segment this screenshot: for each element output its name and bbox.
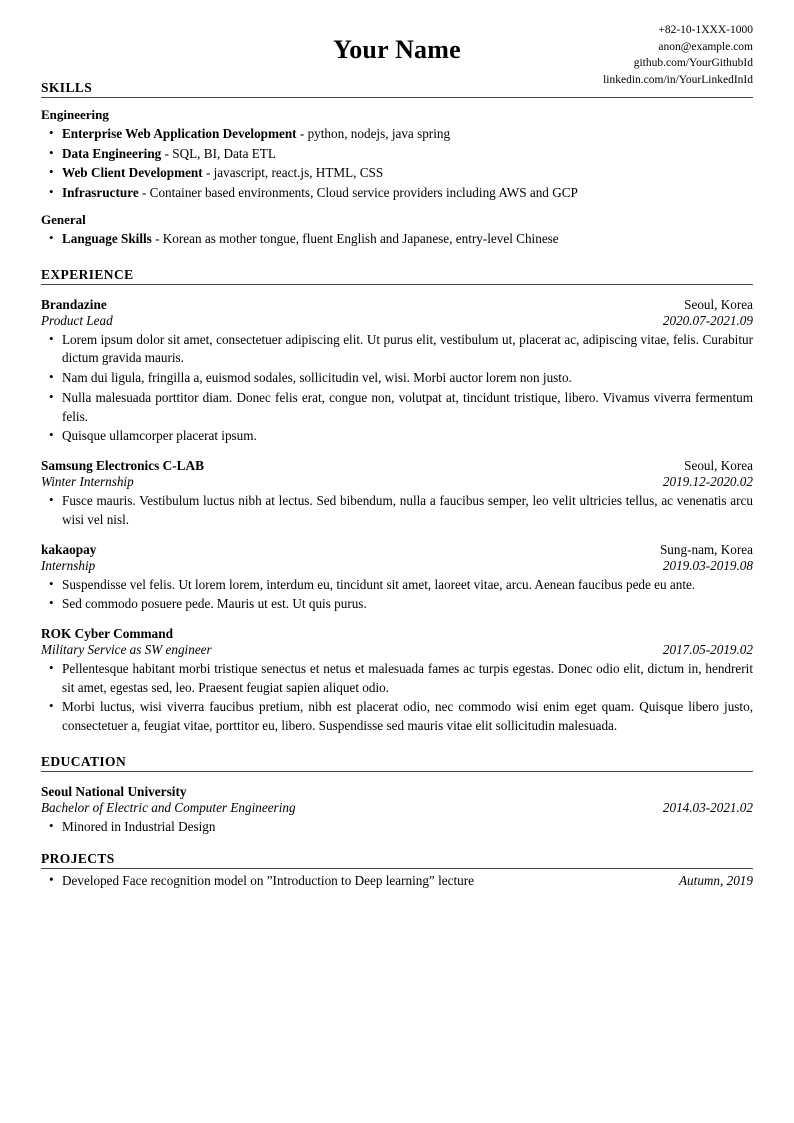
skill-detail: - javascript, react.js, HTML, CSS	[202, 165, 384, 181]
skill-label: Infrasructure	[62, 185, 139, 201]
job-dates: 2020.07-2021.09	[662, 312, 753, 328]
entry-subheader	[41, 558, 753, 574]
employer-location: Seoul, Korea	[684, 458, 753, 474]
section-title-projects: PROJECTS	[41, 850, 115, 866]
job-title: Internship	[41, 557, 96, 573]
contact-linkedin: linkedin.com/in/YourLinkedInId	[603, 74, 753, 87]
skill-label: Web Client Development	[62, 165, 203, 181]
job-bullets	[41, 576, 753, 614]
divider	[41, 771, 753, 772]
list-item: • Suspendisse vel felis. Ut lorem lorem, interdum eu, tincidunt sit amet, laoreet vitae, arcu. Aenean faucibus pede eu ante.	[41, 576, 753, 595]
employer-name: Samsung Electronics C-LAB	[41, 458, 205, 474]
list-item: • Nam dui ligula, fringilla a, euismod sodales, sollicitudin vel, wisi. Morbi auctor lorem non justo.	[41, 369, 753, 388]
section-title-education: EDUCATION	[41, 753, 127, 769]
job-title: Military Service as SW engineer	[41, 642, 212, 658]
entry-subheader	[41, 642, 753, 658]
job-bullets	[41, 492, 753, 529]
entry-header	[41, 626, 753, 642]
employer-location: Sung-nam, Korea	[659, 541, 753, 557]
contact-block	[603, 22, 753, 89]
list-item: • Morbi luctus, wisi viverra faucibus pretium, nibh est placerat odio, nec commodo wisi enim eget quam. Quisque libero justo, consectetuer a, feugiat vitae, porttitor eu, libero. Suspendisse sed mauris vitae elit sollicitudin malesuada.	[41, 698, 753, 735]
entry-header	[41, 542, 753, 558]
job-dates: 2019.03-2019.08	[662, 557, 753, 573]
list-item	[41, 125, 753, 144]
section-education	[41, 754, 753, 837]
list-item	[41, 145, 753, 164]
skills-engineering-list	[41, 125, 753, 203]
job-dates: 2019.12-2020.02	[662, 474, 753, 490]
section-title-experience: EXPERIENCE	[41, 266, 134, 282]
contact-email: anon@example.com	[658, 40, 753, 53]
employer-name: kakaopay	[41, 541, 97, 557]
skills-group-title-engineering: Engineering	[41, 107, 109, 122]
divider	[41, 97, 753, 98]
list-item	[41, 184, 753, 203]
entry-header	[41, 458, 753, 474]
list-item	[41, 164, 753, 183]
entry-header	[41, 784, 753, 800]
skill-label: Data Engineering	[62, 145, 162, 161]
list-item: • Fusce mauris. Vestibulum luctus nibh at lectus. Sed bibendum, nulla a faucibus semper, leo velit ultricies tellus, ac venenatis arcu wisi vel nisl.	[41, 492, 753, 529]
skill-label: Enterprise Web Application Development	[62, 126, 297, 141]
list-item: • Lorem ipsum dolor sit amet, consectetuer adipiscing elit. Ut purus elit, vestibulum ut, placerat ac, adipiscing vitae, felis. Curabitur dictum gravida mauris.	[41, 331, 753, 368]
entry-subheader	[41, 474, 753, 490]
section-skills	[41, 80, 753, 249]
degree-dates: 2014.03-2021.02	[662, 799, 753, 815]
experience-entry	[41, 297, 753, 446]
job-title: Winter Internship	[41, 474, 134, 490]
school-name: Seoul National University	[41, 783, 187, 799]
contact-github: github.com/YourGithubId	[633, 57, 753, 70]
resume-header	[41, 22, 753, 87]
skill-detail: - Korean as mother tongue, fluent English and Japanese, entry-level Chinese	[151, 230, 559, 246]
list-item	[41, 230, 753, 249]
skills-group-title-general: General	[41, 211, 86, 227]
job-title: Product Lead	[41, 312, 113, 328]
job-bullets	[41, 331, 753, 446]
section-title-skills: SKILLS	[41, 80, 93, 95]
list-item: • Nulla malesuada porttitor diam. Donec felis erat, congue non, volutpat at, tincidunt tristique, libero. Vivamus viverra fermentum felis.	[41, 389, 753, 426]
page-title: Your Name	[333, 35, 461, 64]
section-projects	[41, 851, 753, 889]
project-title: • Developed Face recognition model on ”Introduction to Deep learning” lecture	[62, 872, 474, 888]
employer-name: ROK Cyber Command	[41, 626, 173, 642]
list-item: • Pellentesque habitant morbi tristique senectus et netus et malesuada fames ac turpis egestas. Donec odio elit, dictum in, hendrerit sit amet, egestas sed, leo. Praesent feugiat sapien aliquet odio.	[41, 660, 753, 697]
skill-detail: - python, nodejs, java spring	[296, 126, 451, 141]
contact-phone: +82-10-1XXX-1000	[658, 24, 753, 36]
degree-name: Bachelor of Electric and Computer Engineering	[41, 799, 296, 815]
list-item: • Minored in Industrial Design	[41, 818, 753, 837]
experience-entry	[41, 458, 753, 529]
list-item: • Sed commodo posuere pede. Mauris ut est. Ut quis purus.	[41, 595, 753, 614]
entry-header	[41, 297, 753, 313]
entry-subheader	[41, 800, 753, 816]
skill-label: Language Skills	[62, 230, 152, 246]
divider	[41, 284, 753, 285]
entry-subheader	[41, 313, 753, 329]
job-bullets	[41, 660, 753, 736]
experience-entry	[41, 626, 753, 736]
divider	[41, 868, 753, 869]
section-experience	[41, 267, 753, 736]
job-dates: 2017.05-2019.02	[662, 642, 753, 658]
education-entry	[41, 784, 753, 837]
employer-name: Brandazine	[41, 296, 107, 312]
skill-detail: - Container based environments, Cloud service providers including AWS and GCP	[138, 185, 578, 201]
project-date: Autumn, 2019	[679, 872, 753, 888]
education-bullets	[41, 818, 753, 837]
employer-location: Seoul, Korea	[684, 296, 753, 312]
list-item: • Quisque ullamcorper placerat ipsum.	[41, 427, 753, 446]
skills-general-list	[41, 230, 753, 249]
skill-detail: - SQL, BI, Data ETL	[161, 145, 276, 161]
project-item	[41, 873, 753, 889]
experience-entry	[41, 542, 753, 614]
